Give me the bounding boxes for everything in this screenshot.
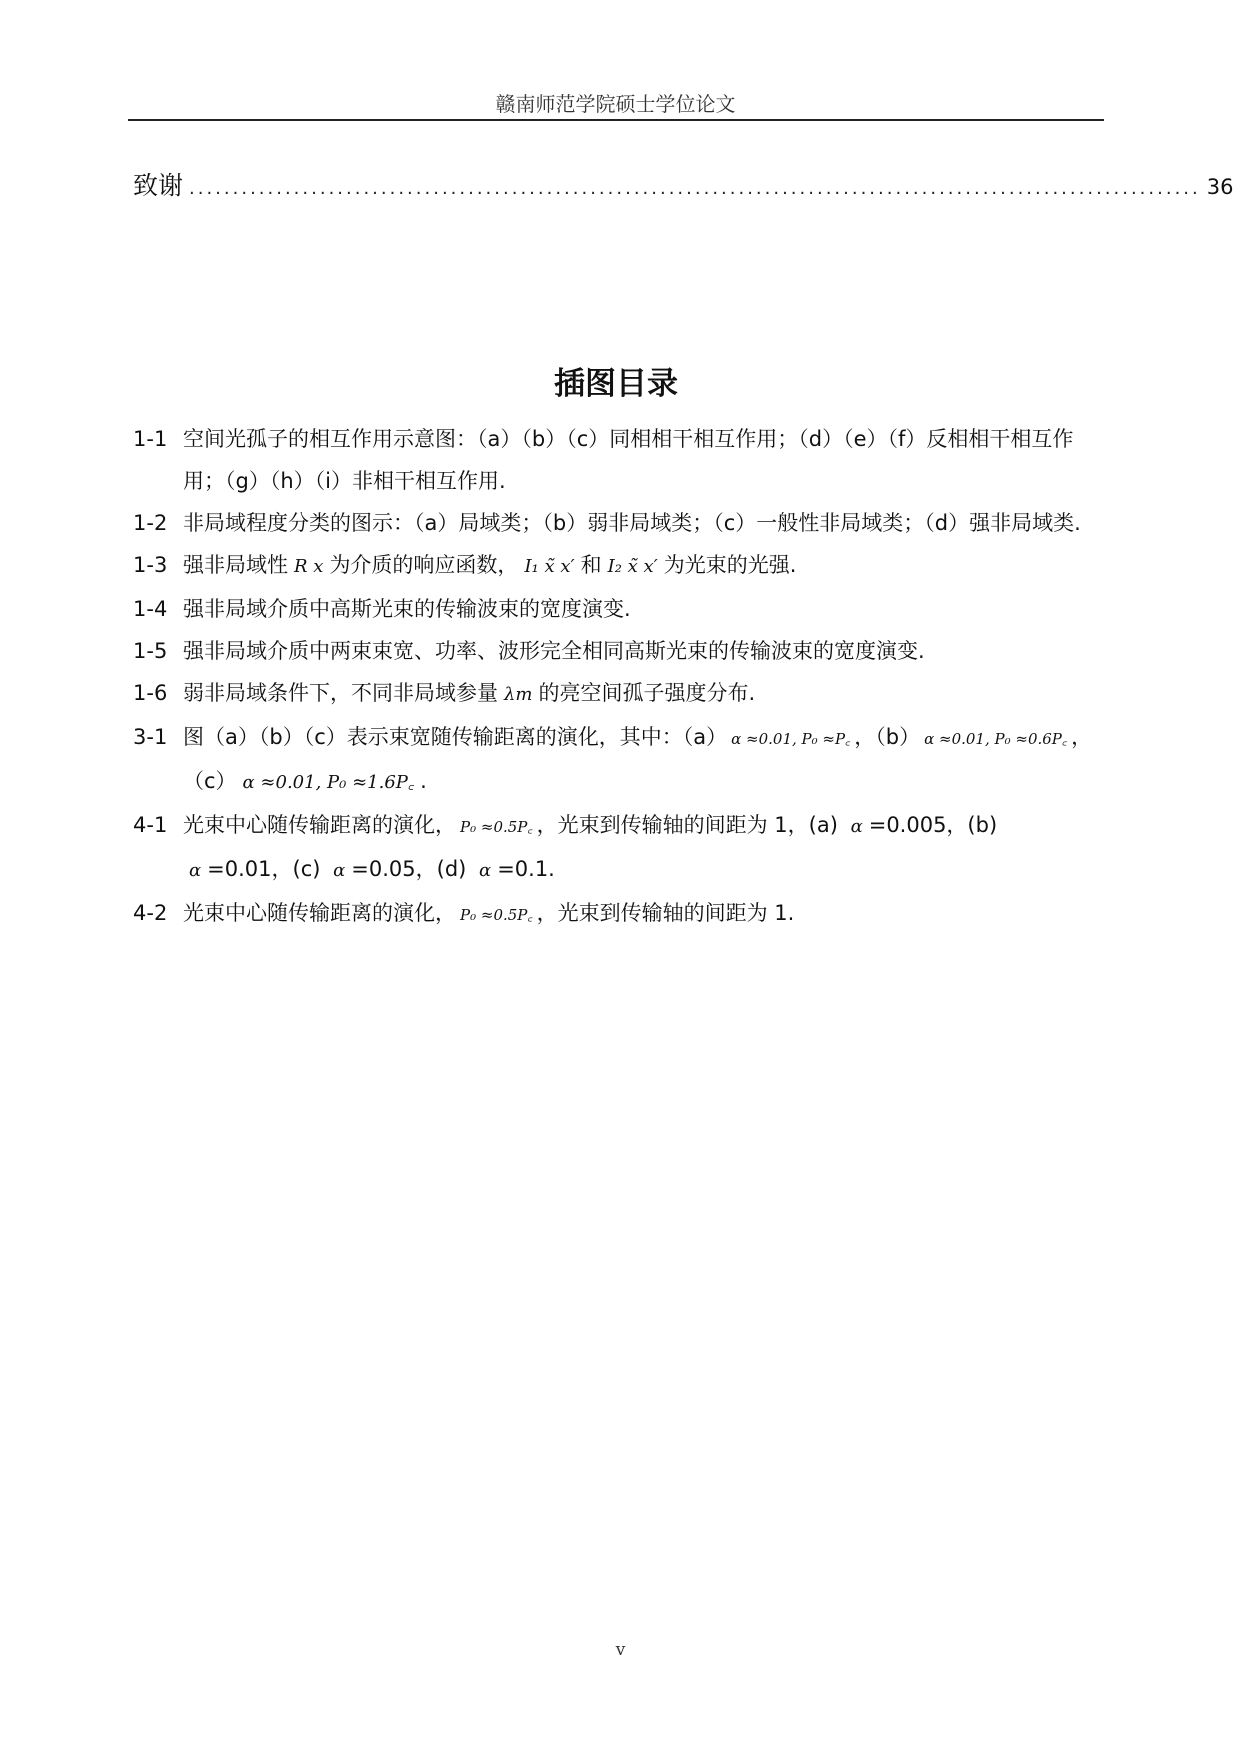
figure-number: 1-5 xyxy=(133,639,168,663)
caption-text: ，（b） xyxy=(854,725,921,749)
running-header: 赣南师范学院硕士学位论文 xyxy=(495,92,736,116)
figure-entry[interactable] xyxy=(133,892,1103,936)
figure-entry[interactable] xyxy=(133,804,1103,892)
section-title: 插图目录 xyxy=(554,366,678,402)
figure-entry[interactable] xyxy=(133,502,1103,544)
caption-text: 空间光孤子的相互作用示意图：（a）（b）（c）同相相干相互作用；（d）（e）（f）反相相干相互作用；（g）（h）（i）非相干相互作用. xyxy=(183,427,1074,493)
caption-text: 光束中心随传输距离的演化， xyxy=(183,813,456,837)
math-expression: I₂ x̃ x′ xyxy=(607,556,658,577)
figure-caption xyxy=(183,511,1081,535)
caption-text: 的亮空间孤子强度分布. xyxy=(538,681,756,705)
toc-label: 致谢 xyxy=(133,171,184,200)
math-expression: α ≈0.01, P₀ ≈0.6P꜀ xyxy=(924,730,1068,748)
figure-number: 1-2 xyxy=(133,511,168,535)
caption-text: （c） xyxy=(183,769,237,793)
toc-entry-acknowledgements[interactable] xyxy=(133,166,1234,202)
caption-text: 强非局域性 xyxy=(183,553,288,577)
math-expression: α xyxy=(333,860,346,881)
math-expression: α xyxy=(479,860,492,881)
math-expression: α xyxy=(189,860,202,881)
figure-number: 3-1 xyxy=(133,725,168,749)
figure-number: 4-2 xyxy=(133,901,168,925)
math-expression: α ≈0.01, P₀ ≈P꜀ xyxy=(731,730,851,748)
figure-caption xyxy=(183,553,796,577)
figure-number: 1-6 xyxy=(133,681,168,705)
toc-page-number: 36 xyxy=(1206,175,1234,199)
math-expression: α ≈0.01, P₀ ≈1.6P꜀ xyxy=(242,772,415,793)
caption-text: 光束中心随传输距离的演化， xyxy=(183,901,456,925)
figure-entry[interactable] xyxy=(133,716,1103,804)
figure-number: 1-4 xyxy=(133,597,168,621)
header-rule xyxy=(128,119,1104,121)
figure-caption xyxy=(183,427,1073,493)
caption-text: 为光束的光强. xyxy=(663,553,797,577)
figure-caption xyxy=(183,597,631,621)
figure-caption xyxy=(183,681,755,705)
figure-caption xyxy=(183,813,997,881)
caption-text: . xyxy=(420,769,427,793)
figure-entry[interactable] xyxy=(133,672,1103,716)
page-number: v xyxy=(615,1640,626,1660)
figure-caption xyxy=(183,725,1092,793)
math-expression: I₁ x̃ x′ xyxy=(524,556,575,577)
caption-text: =0.1. xyxy=(497,857,555,881)
figure-number: 1-1 xyxy=(133,427,168,451)
math-expression: P₀ ≈0.5P꜀ xyxy=(460,818,533,836)
figure-number: 4-1 xyxy=(133,813,168,837)
math-expression: R x xyxy=(294,556,324,577)
caption-text: =0.01，(c) xyxy=(207,857,328,881)
caption-text: =0.05，(d) xyxy=(351,857,474,881)
caption-text: 和 xyxy=(580,553,602,577)
figure-number: 1-3 xyxy=(133,553,168,577)
caption-text: 强非局域介质中高斯光束的传输波束的宽度演变. xyxy=(183,597,631,621)
caption-text: 非局域程度分类的图示：（a）局域类；（b）弱非局域类；（c）一般性非局域类；（d）强非局域类. xyxy=(183,511,1081,535)
toc-leader-dots: .................................................................................................................... xyxy=(189,178,1201,199)
figure-entry[interactable] xyxy=(133,418,1103,502)
caption-text: =0.005，(b) xyxy=(868,813,998,837)
caption-text: ，光束到传输轴的间距为 1，(a) xyxy=(536,813,845,837)
math-expression: α xyxy=(850,816,863,837)
figure-caption xyxy=(183,639,925,663)
math-expression: λm xyxy=(504,684,533,705)
caption-text: 图（a）（b）（c）表示束宽随传输距离的演化，其中：（a） xyxy=(183,725,728,749)
caption-text: ，光束到传输轴的间距为 1. xyxy=(536,901,795,925)
caption-text: ， xyxy=(1071,725,1093,749)
figure-entry[interactable] xyxy=(133,630,1103,672)
caption-text: 弱非局域条件下，不同非局域参量 xyxy=(183,681,498,705)
figure-list xyxy=(133,418,1103,936)
math-expression: P₀ ≈0.5P꜀ xyxy=(460,906,533,924)
figure-entry[interactable] xyxy=(133,544,1103,588)
figure-entry[interactable] xyxy=(133,588,1103,630)
figure-caption xyxy=(183,901,794,925)
caption-text: 为介质的响应函数， xyxy=(329,553,519,577)
caption-text: 强非局域介质中两束束宽、功率、波形完全相同高斯光束的传输波束的宽度演变. xyxy=(183,639,925,663)
